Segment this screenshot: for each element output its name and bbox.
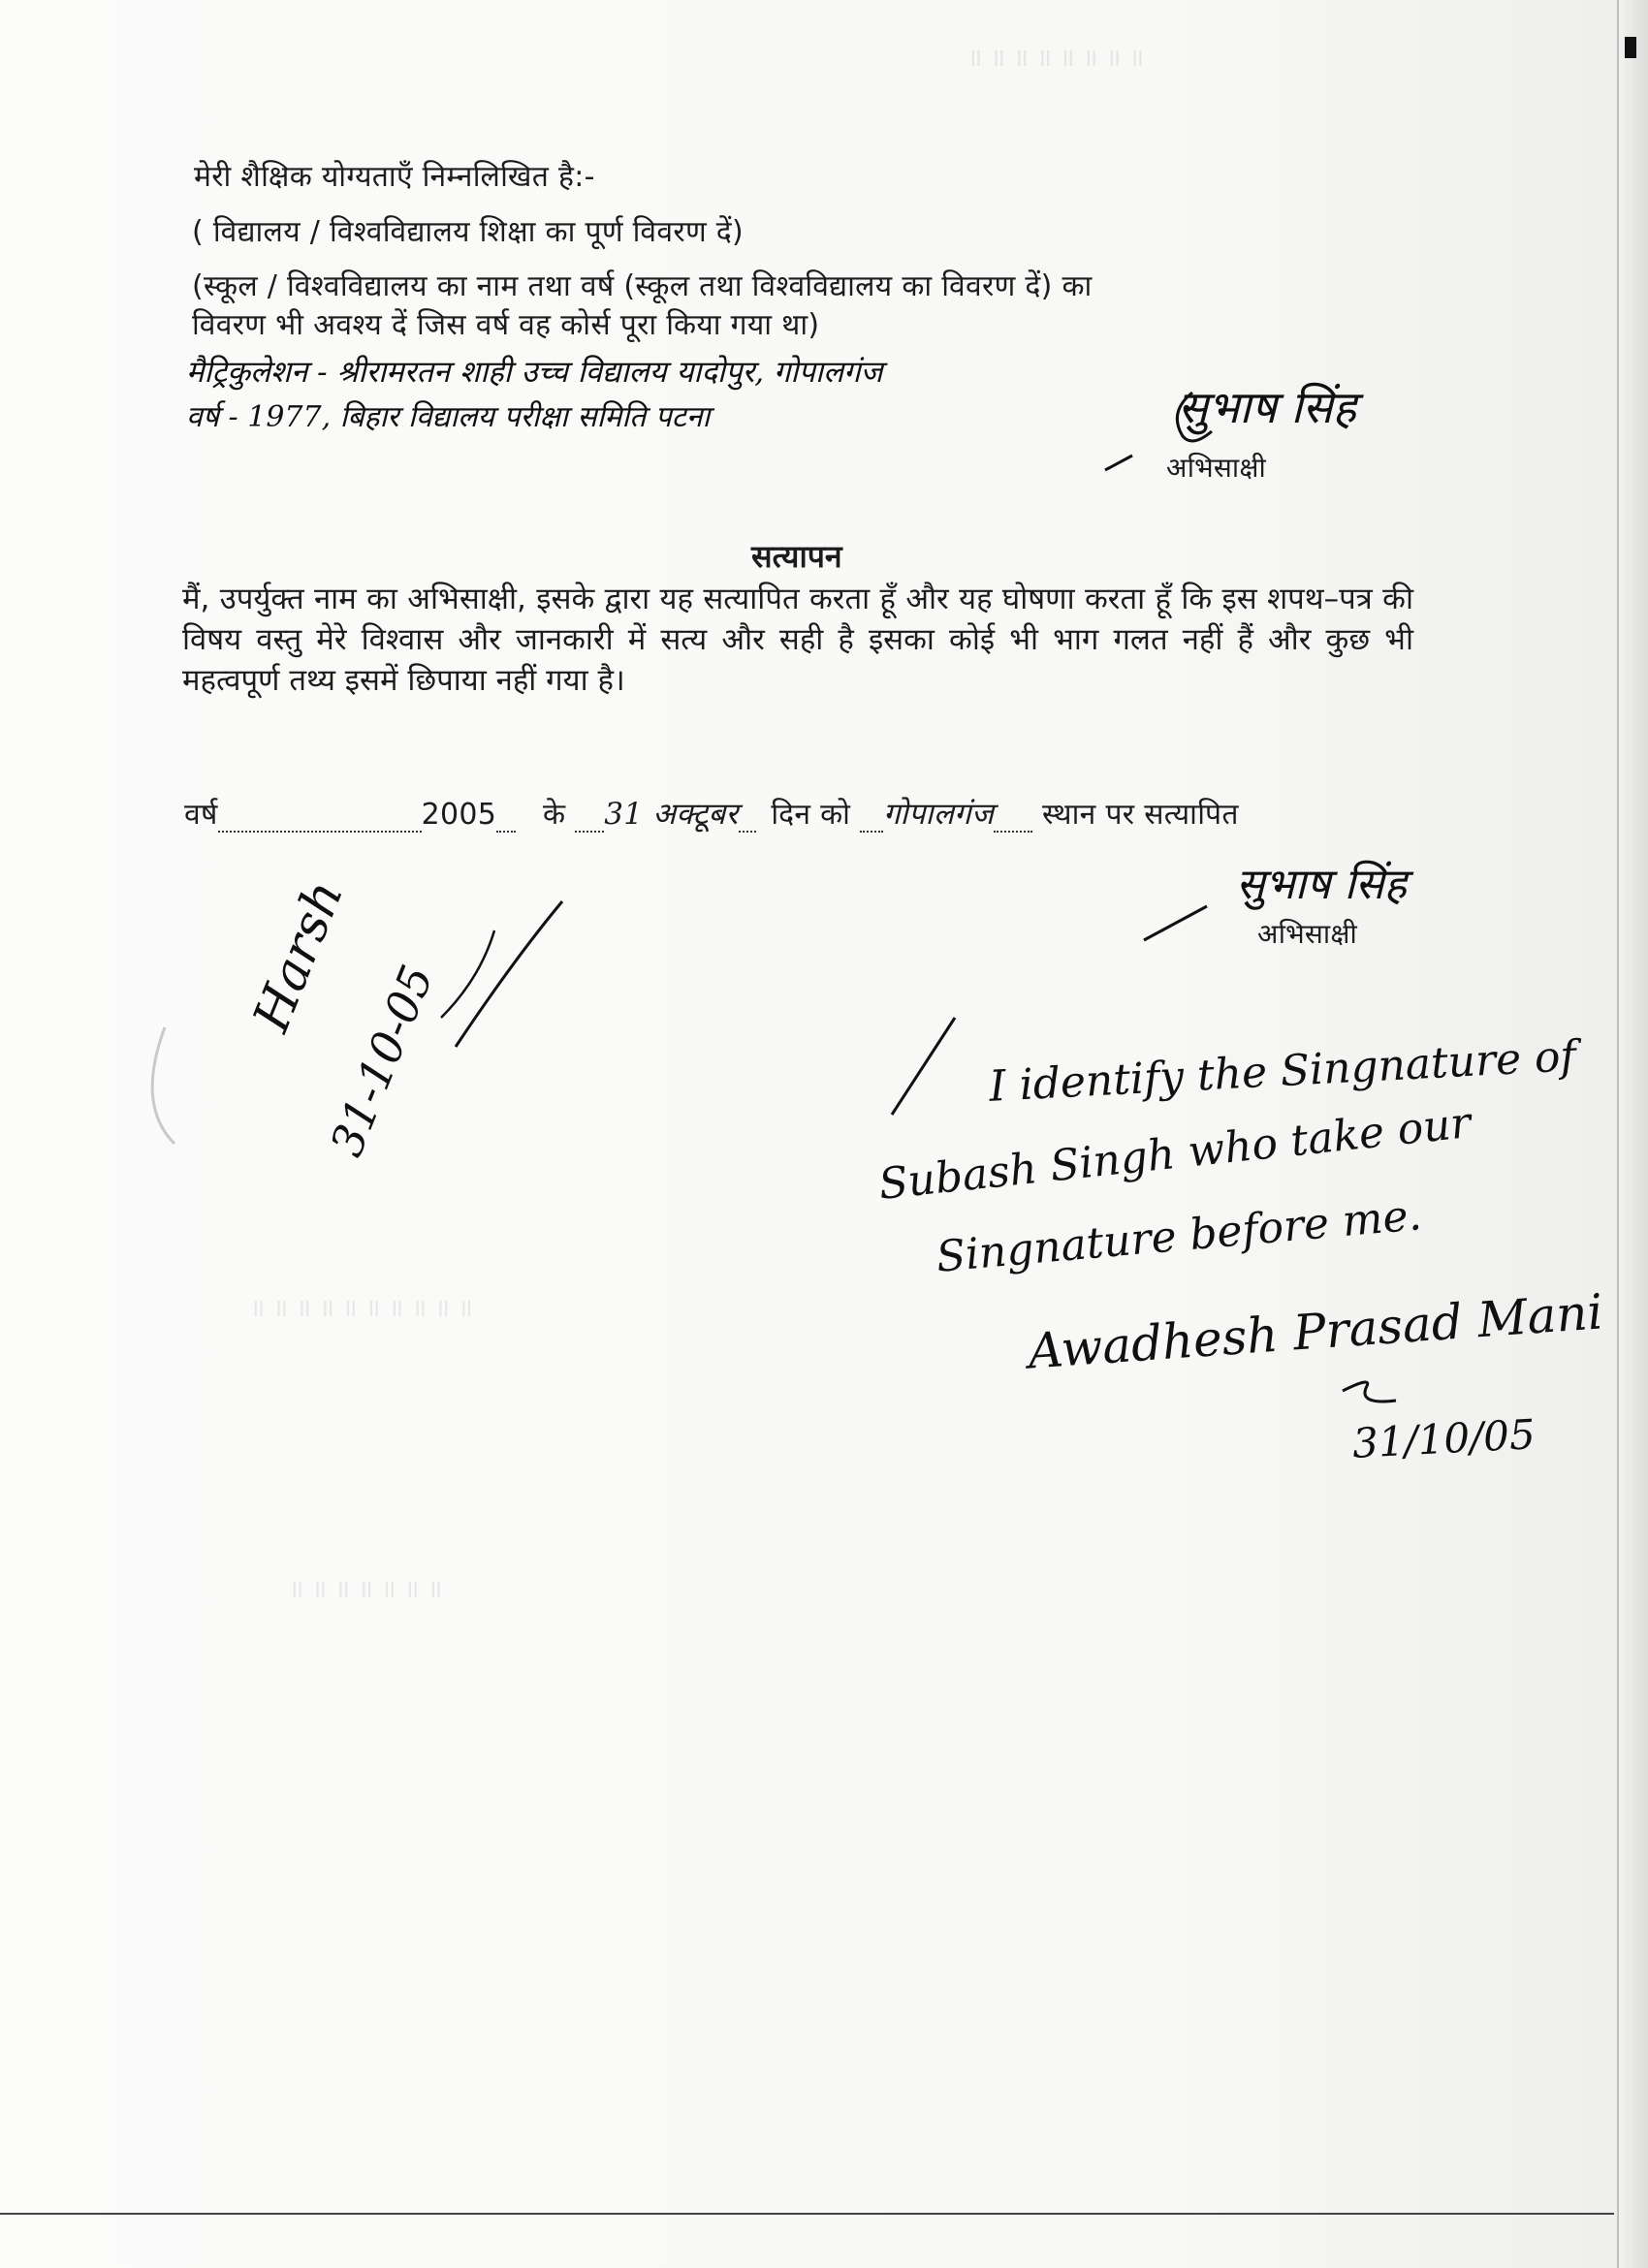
deponent-signature-2: सुभाष सिंह	[1236, 860, 1407, 909]
faint-stamp-arc	[152, 1027, 174, 1144]
bleed-through: ॥ ॥ ॥ ॥ ॥ ॥ ॥	[291, 1575, 445, 1604]
date-value: 31 अक्टूबर	[604, 797, 739, 832]
deponent-label-1: अभिसाक्षी	[1166, 452, 1267, 484]
edge-mark	[1625, 37, 1636, 58]
dotted-leader	[496, 805, 516, 833]
initial-mark	[1343, 1382, 1396, 1402]
verification-title: सत्यापन	[751, 538, 842, 575]
dotted-leader	[575, 805, 604, 833]
year-label: वर्ष	[184, 798, 218, 832]
verification-date-line	[184, 797, 1239, 833]
ke-label: के	[543, 798, 566, 832]
place-value: गोपालगंज	[883, 797, 995, 832]
identification-date: 31/10/05	[1350, 1410, 1537, 1467]
place-label: स्थान पर सत्यापित	[1042, 798, 1239, 832]
signature-tick	[1105, 456, 1132, 470]
handwritten-qualification-1: मैट्रिकुलेशन - श्रीरामरतन शाही उच्च विद्यालय यादोपुर, गोपालगंज	[186, 355, 883, 390]
advocate-signature: Harsh	[242, 872, 356, 1040]
bleed-through: ॥ ॥ ॥ ॥ ॥ ॥ ॥ ॥	[969, 44, 1147, 73]
deponent-signature-1: सुभाष सिंह	[1178, 381, 1356, 433]
signature-tick	[1144, 906, 1207, 940]
day-label: दिन को	[771, 798, 851, 832]
advocate-date: 31-10-05	[320, 958, 444, 1164]
verification-paragraph: मैं, उपर्युक्त नाम का अभिसाक्षी, इसके द्वारा यह सत्यापित करता हूँ और यह घोषणा करता हूँ कि इस शपथ–पत्र की विषय वस्तु मेरे विश्वास और जानकारी में सत्य और सही है इसका कोई भी भाग गलत नहीं हैं और कुछ भी महत्वपूर्ण तथ्य इसमें छिपाया नहीं गया है।	[182, 582, 1413, 698]
dotted-leader	[739, 805, 756, 833]
qualifications-heading: मेरी शैक्षिक योग्यताएँ निम्नलिखित है:-	[194, 160, 595, 194]
year-value: 2005	[421, 798, 497, 832]
handwritten-qualification-2: वर्ष - 1977, बिहार विद्यालय परीक्षा समिति पटना	[186, 400, 711, 434]
identification-line-3: Singnature before me.	[934, 1190, 1424, 1282]
bottom-rule	[0, 2213, 1614, 2215]
bleed-through: ॥ ॥ ॥ ॥ ॥ ॥ ॥ ॥ ॥ ॥	[252, 1294, 476, 1323]
identification-line-2: Subash Singh who take our	[876, 1098, 1474, 1210]
qualifications-instruction-2: (स्कूल / विश्वविद्यालय का नाम तथा वर्ष (स्कूल तथा विश्वविद्यालय का विवरण दें) का	[192, 269, 1093, 303]
page-edge-shadow	[1617, 0, 1648, 2268]
identification-slash	[892, 1018, 955, 1115]
advocate-stroke	[441, 930, 494, 1018]
qualifications-instruction-3: विवरण भी अवश्य दें जिस वर्ष वह कोर्स पूरा किया गया था)	[192, 308, 820, 342]
identification-line-1: I identify the Singnature of	[988, 1031, 1577, 1112]
dotted-leader	[218, 805, 422, 833]
dotted-leader	[860, 805, 883, 833]
qualifications-instruction-1: ( विद्यालय / विश्वविद्यालय शिक्षा का पूर्ण विवरण दें)	[192, 215, 745, 249]
advocate-stroke	[456, 901, 562, 1047]
identification-signer: Awadhesh Prasad Mani	[1026, 1283, 1605, 1380]
dotted-leader	[994, 805, 1032, 833]
deponent-label-2: अभिसाक्षी	[1257, 918, 1358, 950]
